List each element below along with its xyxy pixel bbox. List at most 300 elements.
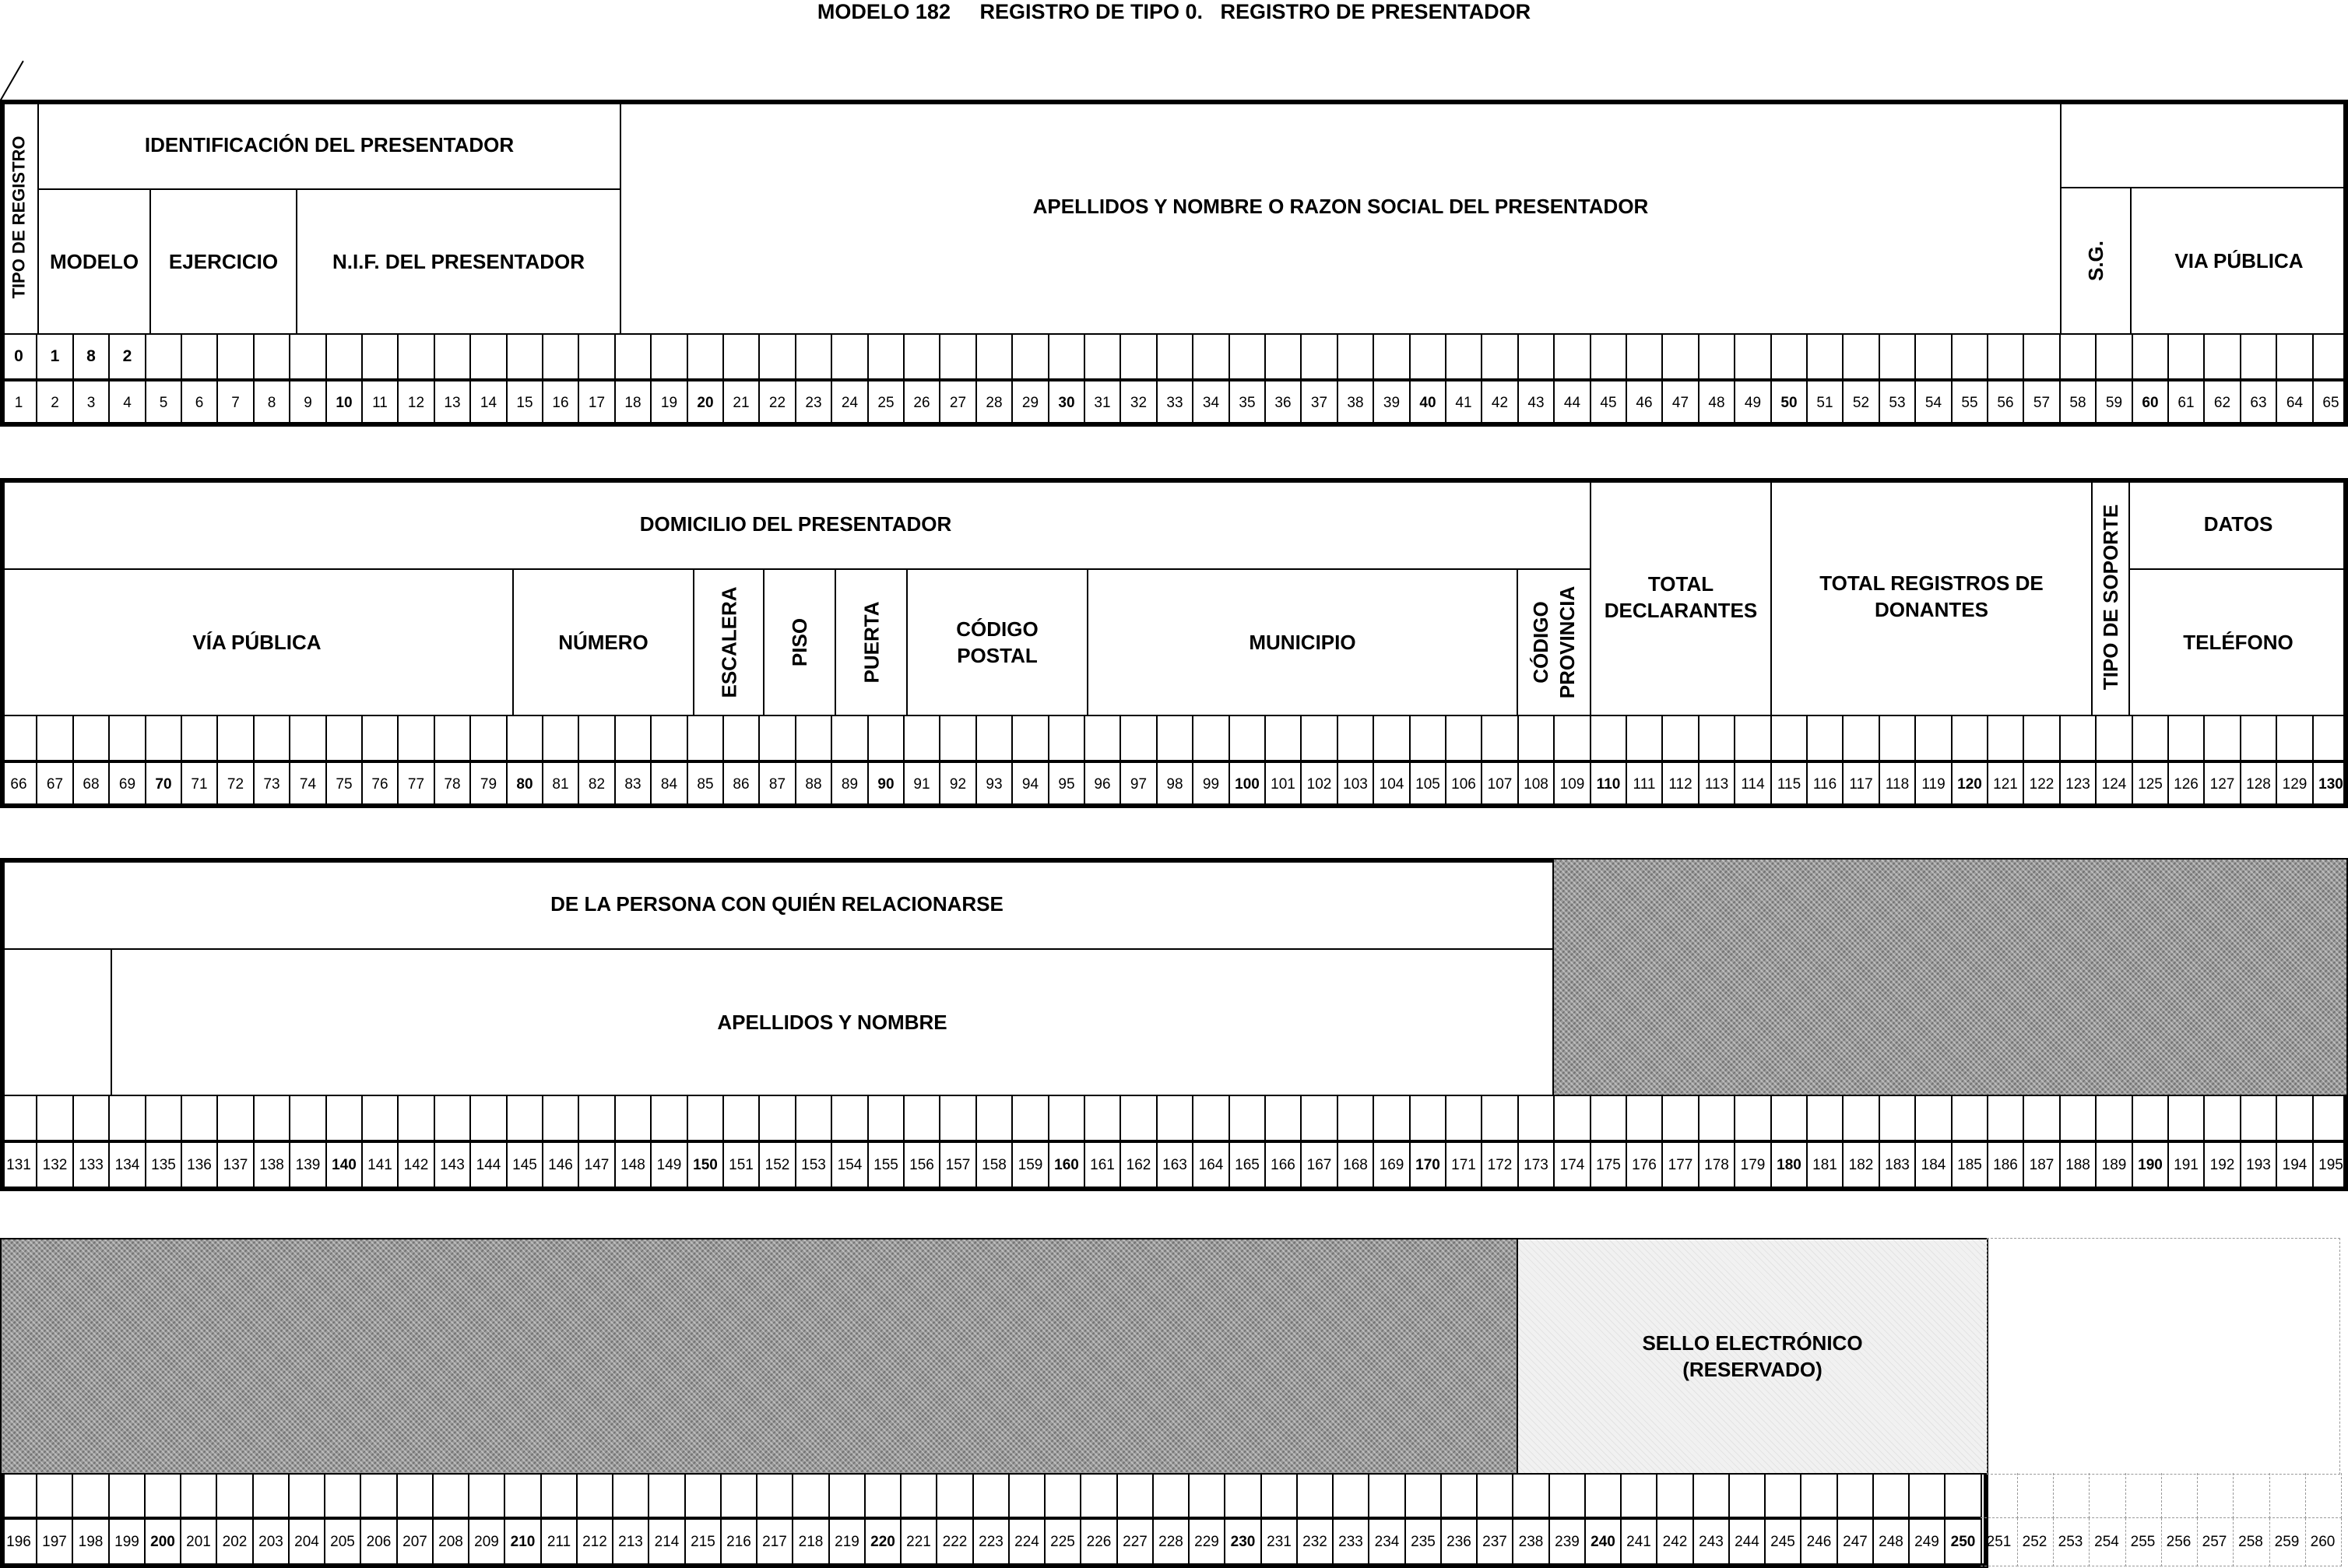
value-cell-123	[2059, 715, 2097, 761]
position-cell-212: 212	[576, 1518, 613, 1566]
position-cell-47: 47	[1661, 380, 1699, 427]
position-cell-128: 128	[2240, 761, 2277, 808]
value-cell-184	[1914, 1095, 1953, 1141]
position-cell-250: 250	[1944, 1518, 1982, 1566]
position-cell-4: 4	[108, 380, 146, 427]
position-cell-98: 98	[1156, 761, 1193, 808]
value-cell-179	[1734, 1095, 1772, 1141]
corner-diagonal	[0, 61, 24, 100]
position-cell-249: 249	[1908, 1518, 1946, 1566]
position-cell-199: 199	[108, 1518, 146, 1566]
position-cell-41: 41	[1445, 380, 1482, 427]
position-cell-259: 259	[2269, 1518, 2306, 1566]
position-cell-39: 39	[1373, 380, 1411, 427]
position-cell-38: 38	[1337, 380, 1374, 427]
position-cell-233: 233	[1332, 1518, 1369, 1566]
header-tipo-soporte: TIPO DE SOPORTE	[2091, 478, 2130, 716]
value-cell-17	[578, 333, 616, 380]
value-cell-85	[687, 715, 724, 761]
value-cell-61	[2167, 333, 2205, 380]
position-cell-23: 23	[795, 380, 832, 427]
value-cell-248	[1872, 1473, 1910, 1518]
position-cell-215: 215	[684, 1518, 722, 1566]
position-cell-37: 37	[1300, 380, 1338, 427]
position-cell-230: 230	[1224, 1518, 1262, 1566]
position-cell-158: 158	[975, 1141, 1013, 1190]
position-cell-44: 44	[1553, 380, 1591, 427]
header-total-registros: TOTAL REGISTROS DE DONANTES	[1770, 478, 2093, 716]
value-cell-157	[939, 1095, 977, 1141]
value-cell-227	[1116, 1473, 1154, 1518]
value-cell-226	[1080, 1473, 1118, 1518]
value-cell-20	[687, 333, 724, 380]
value-cell-131	[0, 1095, 37, 1141]
position-cell-58: 58	[2059, 380, 2097, 427]
position-cell-63: 63	[2240, 380, 2277, 427]
position-cell-197: 197	[36, 1518, 73, 1566]
value-cell-51	[1806, 333, 1844, 380]
position-cell-113: 113	[1698, 761, 1735, 808]
position-cell-78: 78	[434, 761, 471, 808]
position-cell-234: 234	[1368, 1518, 1406, 1566]
value-cell-115	[1770, 715, 1808, 761]
header-piso: PISO	[763, 568, 836, 716]
position-cell-133: 133	[72, 1141, 110, 1190]
value-cell-132	[36, 1095, 74, 1141]
value-cell-120	[1951, 715, 1988, 761]
value-cell-223	[972, 1473, 1010, 1518]
position-cell-97: 97	[1120, 761, 1158, 808]
value-cell-24	[831, 333, 869, 380]
value-cell-156	[903, 1095, 940, 1141]
position-cell-157: 157	[939, 1141, 977, 1190]
value-cell-210	[504, 1473, 542, 1518]
value-cell-50	[1770, 333, 1808, 380]
value-cell-19	[650, 333, 688, 380]
position-cell-206: 206	[360, 1518, 398, 1566]
position-cell-13: 13	[434, 380, 471, 427]
value-cell-152	[758, 1095, 796, 1141]
position-cell-186: 186	[1987, 1141, 2024, 1190]
position-cell-191: 191	[2167, 1141, 2205, 1190]
header-sg: S.G.	[2060, 187, 2132, 335]
position-cell-31: 31	[1084, 380, 1121, 427]
position-cell-106: 106	[1445, 761, 1482, 808]
value-cell-109	[1553, 715, 1591, 761]
position-cell-109: 109	[1553, 761, 1591, 808]
value-cell-139	[289, 1095, 327, 1141]
position-cell-101: 101	[1264, 761, 1302, 808]
position-cell-67: 67	[36, 761, 74, 808]
position-cell-94: 94	[1011, 761, 1049, 808]
value-cell-142	[397, 1095, 435, 1141]
value-cell-216	[720, 1473, 757, 1518]
value-cell-177	[1661, 1095, 1699, 1141]
value-cell-235	[1404, 1473, 1442, 1518]
value-cell-28	[975, 333, 1013, 380]
position-cell-161: 161	[1084, 1141, 1121, 1190]
position-cell-140: 140	[325, 1141, 363, 1190]
position-cell-43: 43	[1517, 380, 1555, 427]
position-cell-130: 130	[2312, 761, 2348, 808]
value-cell-119	[1914, 715, 1953, 761]
position-cell-166: 166	[1264, 1141, 1302, 1190]
value-cell-45	[1590, 333, 1627, 380]
value-cell-175	[1590, 1095, 1627, 1141]
value-cell-70	[145, 715, 182, 761]
position-cell-218: 218	[792, 1518, 830, 1566]
position-cell-42: 42	[1481, 380, 1519, 427]
value-cell-164	[1192, 1095, 1230, 1141]
value-cell-124	[2095, 715, 2133, 761]
page-title: MODELO 182 REGISTRO DE TIPO 0. REGISTRO DE PRESENTADOR	[817, 0, 1531, 23]
value-cell-186	[1987, 1095, 2024, 1141]
header-ejercicio: EJERCICIO	[149, 188, 297, 335]
value-cell-153	[795, 1095, 832, 1141]
position-cell-179: 179	[1734, 1141, 1772, 1190]
value-cell-2: 1	[36, 333, 74, 380]
position-cell-114: 114	[1734, 761, 1772, 808]
value-cell-206	[360, 1473, 398, 1518]
value-cell-202	[216, 1473, 254, 1518]
value-cell-18	[614, 333, 652, 380]
position-cell-96: 96	[1084, 761, 1121, 808]
value-cell-29	[1011, 333, 1049, 380]
position-cell-123: 123	[2059, 761, 2097, 808]
value-cell-197	[36, 1473, 73, 1518]
value-cell-6	[181, 333, 218, 380]
value-cell-40	[1409, 333, 1446, 380]
position-cell-181: 181	[1806, 1141, 1844, 1190]
position-cell-45: 45	[1590, 380, 1627, 427]
value-cell-244	[1728, 1473, 1766, 1518]
value-cell-34	[1192, 333, 1230, 380]
position-cell-257: 257	[2196, 1518, 2234, 1566]
value-cell-36	[1264, 333, 1302, 380]
position-cell-118: 118	[1879, 761, 1916, 808]
value-cell-102	[1300, 715, 1338, 761]
position-cell-172: 172	[1481, 1141, 1519, 1190]
position-cell-210: 210	[504, 1518, 542, 1566]
value-cell-217	[756, 1473, 793, 1518]
value-cell-200	[144, 1473, 181, 1518]
value-cell-260	[2304, 1473, 2342, 1518]
value-cell-230	[1224, 1473, 1262, 1518]
position-cell-151: 151	[722, 1141, 760, 1190]
position-cell-222: 222	[936, 1518, 974, 1566]
position-cell-80: 80	[506, 761, 543, 808]
value-cell-92	[939, 715, 977, 761]
position-cell-232: 232	[1296, 1518, 1334, 1566]
value-cell-143	[434, 1095, 471, 1141]
header-persona-relacionarse: DE LA PERSONA CON QUIÉN RELACIONARSE	[0, 858, 1554, 950]
position-cell-32: 32	[1120, 380, 1158, 427]
position-cell-217: 217	[756, 1518, 793, 1566]
value-cell-228	[1152, 1473, 1190, 1518]
value-cell-42	[1481, 333, 1519, 380]
position-cell-85: 85	[687, 761, 724, 808]
position-cell-76: 76	[361, 761, 399, 808]
position-cell-61: 61	[2167, 380, 2205, 427]
position-cell-127: 127	[2203, 761, 2241, 808]
position-cell-90: 90	[867, 761, 905, 808]
position-cell-160: 160	[1048, 1141, 1085, 1190]
position-cell-11: 11	[361, 380, 399, 427]
position-cell-110: 110	[1590, 761, 1627, 808]
position-cell-141: 141	[361, 1141, 399, 1190]
value-cell-178	[1698, 1095, 1735, 1141]
value-cell-49	[1734, 333, 1772, 380]
position-cell-108: 108	[1517, 761, 1555, 808]
position-cell-255: 255	[2125, 1518, 2162, 1566]
value-cell-196	[0, 1473, 37, 1518]
position-cell-170: 170	[1409, 1141, 1446, 1190]
value-cell-41	[1445, 333, 1482, 380]
value-cell-89	[831, 715, 869, 761]
value-cell-163	[1156, 1095, 1193, 1141]
value-cell-84	[650, 715, 688, 761]
value-cell-76	[361, 715, 399, 761]
value-cell-129	[2276, 715, 2314, 761]
position-cell-159: 159	[1011, 1141, 1049, 1190]
value-cell-64	[2276, 333, 2314, 380]
value-cell-222	[936, 1473, 974, 1518]
position-cell-71: 71	[181, 761, 218, 808]
position-cell-22: 22	[758, 380, 796, 427]
position-cell-2: 2	[36, 380, 74, 427]
value-cell-185	[1951, 1095, 1988, 1141]
position-cell-59: 59	[2095, 380, 2133, 427]
header-blank-small	[0, 948, 112, 1096]
position-cell-19: 19	[650, 380, 688, 427]
value-cell-52	[1842, 333, 1880, 380]
value-cell-47	[1661, 333, 1699, 380]
position-cell-28: 28	[975, 380, 1013, 427]
value-cell-3: 8	[72, 333, 110, 380]
header-puerta: PUERTA	[835, 568, 908, 716]
position-cell-27: 27	[939, 380, 977, 427]
value-cell-10	[325, 333, 363, 380]
position-cell-189: 189	[2095, 1141, 2133, 1190]
position-cell-205: 205	[324, 1518, 361, 1566]
value-cell-8	[253, 333, 290, 380]
position-cell-18: 18	[614, 380, 652, 427]
position-cell-36: 36	[1264, 380, 1302, 427]
position-cell-221: 221	[900, 1518, 937, 1566]
position-cell-237: 237	[1476, 1518, 1513, 1566]
value-cell-53	[1879, 333, 1916, 380]
value-cell-220	[864, 1473, 902, 1518]
position-cell-102: 102	[1300, 761, 1338, 808]
position-cell-178: 178	[1698, 1141, 1735, 1190]
value-cell-72	[216, 715, 255, 761]
position-cell-122: 122	[2023, 761, 2061, 808]
position-cell-252: 252	[2016, 1518, 2054, 1566]
position-cell-134: 134	[108, 1141, 146, 1190]
value-cell-161	[1084, 1095, 1121, 1141]
position-cell-115: 115	[1770, 761, 1808, 808]
position-cell-251: 251	[1981, 1518, 2018, 1566]
value-cell-208	[432, 1473, 469, 1518]
value-cell-194	[2276, 1095, 2314, 1141]
value-cell-87	[758, 715, 796, 761]
shaded-area-4	[0, 1238, 1518, 1475]
position-cell-231: 231	[1260, 1518, 1298, 1566]
position-cell-30: 30	[1048, 380, 1085, 427]
value-cell-252	[2016, 1473, 2054, 1518]
position-cell-14: 14	[469, 380, 508, 427]
position-cell-174: 174	[1553, 1141, 1591, 1190]
value-cell-37	[1300, 333, 1338, 380]
position-cell-208: 208	[432, 1518, 469, 1566]
value-cell-23	[795, 333, 832, 380]
value-cell-11	[361, 333, 399, 380]
value-cell-240	[1584, 1473, 1622, 1518]
value-cell-147	[578, 1095, 616, 1141]
value-cell-242	[1656, 1473, 1694, 1518]
position-cell-258: 258	[2232, 1518, 2270, 1566]
position-cell-117: 117	[1842, 761, 1880, 808]
position-cell-256: 256	[2160, 1518, 2198, 1566]
value-cell-55	[1951, 333, 1988, 380]
value-cell-125	[2132, 715, 2169, 761]
position-cell-148: 148	[614, 1141, 652, 1190]
position-cell-3: 3	[72, 380, 110, 427]
position-cell-56: 56	[1987, 380, 2024, 427]
value-cell-159	[1011, 1095, 1049, 1141]
value-cell-114	[1734, 715, 1772, 761]
value-cell-101	[1264, 715, 1302, 761]
value-cell-126	[2167, 715, 2205, 761]
header-codigo-provincia: CÓDIGO PROVINCIA	[1517, 568, 1591, 716]
position-cell-164: 164	[1192, 1141, 1230, 1190]
position-cell-29: 29	[1011, 380, 1049, 427]
header-numero: NÚMERO	[512, 568, 694, 716]
position-cell-104: 104	[1373, 761, 1411, 808]
position-cell-229: 229	[1188, 1518, 1225, 1566]
value-cell-224	[1008, 1473, 1046, 1518]
position-cell-169: 169	[1373, 1141, 1411, 1190]
header-nif: N.I.F. DEL PRESENTADOR	[296, 188, 621, 335]
value-cell-211	[540, 1473, 578, 1518]
position-cell-125: 125	[2132, 761, 2169, 808]
position-cell-184: 184	[1914, 1141, 1953, 1190]
position-cell-228: 228	[1152, 1518, 1190, 1566]
position-cell-60: 60	[2132, 380, 2169, 427]
position-cell-54: 54	[1914, 380, 1953, 427]
position-cell-120: 120	[1951, 761, 1988, 808]
position-cell-245: 245	[1764, 1518, 1801, 1566]
value-cell-193	[2240, 1095, 2277, 1141]
position-cell-235: 235	[1404, 1518, 1442, 1566]
value-cell-247	[1837, 1473, 1874, 1518]
position-cell-180: 180	[1770, 1141, 1808, 1190]
position-cell-64: 64	[2276, 380, 2314, 427]
position-cell-107: 107	[1481, 761, 1519, 808]
position-cell-65: 65	[2312, 380, 2348, 427]
position-cell-7: 7	[216, 380, 255, 427]
header-via-publica-2: VÍA PÚBLICA	[0, 568, 514, 716]
value-cell-58	[2059, 333, 2097, 380]
reserved-area	[1987, 1238, 2340, 1475]
value-cell-204	[288, 1473, 325, 1518]
position-cell-213: 213	[612, 1518, 649, 1566]
value-cell-86	[722, 715, 760, 761]
value-cell-191	[2167, 1095, 2205, 1141]
value-cell-103	[1337, 715, 1374, 761]
position-cell-162: 162	[1120, 1141, 1158, 1190]
value-cell-189	[2095, 1095, 2133, 1141]
value-cell-15	[506, 333, 543, 380]
header-domicilio: DOMICILIO DEL PRESENTADOR	[0, 478, 1591, 570]
value-cell-130	[2312, 715, 2348, 761]
position-cell-241: 241	[1620, 1518, 1657, 1566]
position-cell-201: 201	[180, 1518, 217, 1566]
position-cell-33: 33	[1156, 380, 1193, 427]
value-cell-219	[828, 1473, 866, 1518]
position-cell-244: 244	[1728, 1518, 1766, 1566]
position-cell-154: 154	[831, 1141, 869, 1190]
value-cell-231	[1260, 1473, 1298, 1518]
position-cell-91: 91	[903, 761, 940, 808]
position-cell-224: 224	[1008, 1518, 1046, 1566]
value-cell-259	[2269, 1473, 2306, 1518]
position-cell-168: 168	[1337, 1141, 1374, 1190]
position-cell-177: 177	[1661, 1141, 1699, 1190]
value-cell-160	[1048, 1095, 1085, 1141]
position-cell-51: 51	[1806, 380, 1844, 427]
value-cell-254	[2088, 1473, 2126, 1518]
value-cell-203	[252, 1473, 290, 1518]
value-cell-39	[1373, 333, 1411, 380]
value-cell-255	[2125, 1473, 2162, 1518]
value-cell-21	[722, 333, 760, 380]
position-cell-248: 248	[1872, 1518, 1910, 1566]
position-cell-226: 226	[1080, 1518, 1118, 1566]
position-cell-150: 150	[687, 1141, 724, 1190]
position-cell-223: 223	[972, 1518, 1010, 1566]
position-cell-57: 57	[2023, 380, 2061, 427]
position-cell-99: 99	[1192, 761, 1230, 808]
value-cell-195	[2312, 1095, 2348, 1141]
value-cell-113	[1698, 715, 1735, 761]
value-cell-43	[1517, 333, 1555, 380]
value-cell-141	[361, 1095, 399, 1141]
position-cell-193: 193	[2240, 1141, 2277, 1190]
position-cell-196: 196	[0, 1518, 37, 1566]
position-cell-70: 70	[145, 761, 182, 808]
value-cell-234	[1368, 1473, 1406, 1518]
value-cell-146	[542, 1095, 579, 1141]
position-cell-198: 198	[72, 1518, 110, 1566]
value-cell-251	[1981, 1473, 2018, 1518]
value-cell-35	[1228, 333, 1266, 380]
value-cell-192	[2203, 1095, 2241, 1141]
position-cell-129: 129	[2276, 761, 2314, 808]
value-cell-257	[2196, 1473, 2234, 1518]
position-cell-195: 195	[2312, 1141, 2348, 1190]
position-cell-132: 132	[36, 1141, 74, 1190]
value-cell-74	[289, 715, 327, 761]
position-cell-146: 146	[542, 1141, 579, 1190]
position-cell-73: 73	[253, 761, 290, 808]
value-cell-167	[1300, 1095, 1338, 1141]
value-cell-57	[2023, 333, 2061, 380]
position-cell-79: 79	[469, 761, 508, 808]
value-cell-1: 0	[0, 333, 37, 380]
header-apellidos-nombre: APELLIDOS Y NOMBRE	[111, 948, 1554, 1096]
value-cell-97	[1120, 715, 1158, 761]
